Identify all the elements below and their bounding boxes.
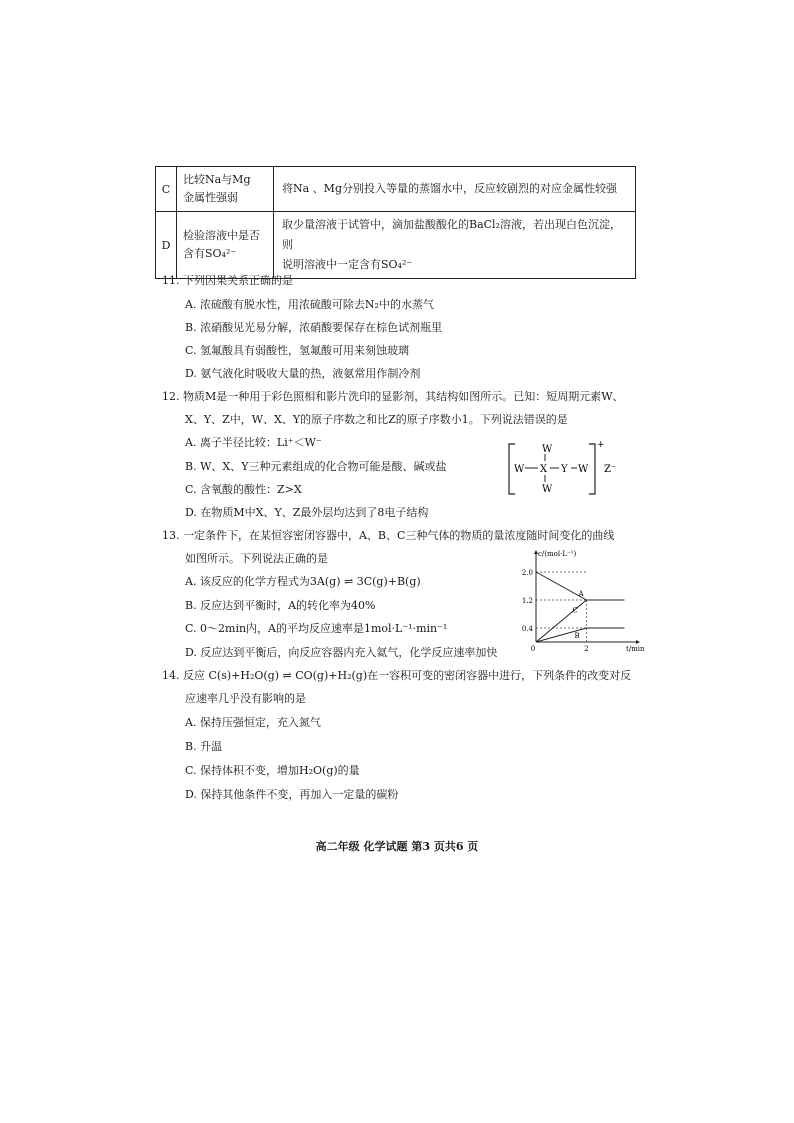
atom-y: Y (561, 464, 568, 475)
series-line-B (536, 628, 624, 642)
series-label-B: B (574, 632, 580, 640)
question-13-option-a: A. 该反应的化学方程式为3A(g) ⇌ 3C(g)+B(g) (185, 575, 421, 588)
question-12-stem: 12. 物质M是一种用于彩色照相和影片洗印的显影剂，其结构如图所示。已知：短周期元素W、 (162, 390, 624, 403)
chart-lines (536, 572, 624, 642)
chart-labels (522, 550, 645, 653)
y-tick-label: 2.0 (521, 569, 533, 577)
table-row (156, 167, 636, 212)
question-12-option-a: A. 离子半径比较：Li⁺＜W⁻ (185, 436, 322, 449)
question-12-option-b: B. W、X、Y三种元素组成的化合物可能是酸、碱或盐 (185, 460, 447, 473)
question-13-stem: 13. 一定条件下，在某恒容密闭容器中，A、B、C三种气体的物质的量浓度随时间变化的曲线 (162, 529, 615, 542)
atom-x: X (540, 464, 548, 475)
row-name-line: 金属性强弱 (183, 191, 238, 204)
experiment-table (155, 166, 636, 279)
question-14-option-c: C. 保持体积不变，增加H₂O(g)的量 (185, 764, 360, 777)
question-11-stem: 11. 下列因果关系正确的是 (162, 274, 293, 287)
cation-charge: + (597, 440, 605, 450)
question-14-option-a: A. 保持压强恒定，充入氮气 (185, 716, 321, 729)
row-name-line: 检验溶液中是否 (183, 229, 260, 242)
question-12-option-c: C. 含氧酸的酸性：Z>X (185, 483, 302, 496)
atom-w-top: W (542, 444, 553, 455)
row-description: 将Na 、Mg分别投入等量的蒸馏水中，反应较剧烈的对应金属性较强 (274, 167, 636, 212)
series-line-C (536, 600, 624, 642)
question-14-stem: 14. 反应 C(s)+H₂O(g) ⇌ CO(g)+H₂(g)在一容积可变的密闭容器中进行，下列条件的改变对反 (162, 669, 632, 682)
question-12-stem-continued: X、Y、Z中，W、X、Y的原子序数之和比Z的原子序数小1。下列说法错误的是 (185, 413, 568, 426)
row-description (274, 212, 636, 279)
y-tick-label: 1.2 (521, 597, 533, 605)
row-letter: D (156, 212, 177, 279)
row-description-line: 取少量溶液于试管中，滴加盐酸酸化的BaCl₂溶液，若出现白色沉淀，则 (282, 218, 621, 251)
right-bracket (589, 444, 595, 494)
row-name (177, 212, 274, 279)
row-letter: C (156, 167, 177, 212)
question-11-option-d: D. 氨气液化时吸收大量的热，液氨常用作制冷剂 (185, 367, 421, 380)
table-row (156, 212, 636, 279)
atom-w-right: W (578, 464, 589, 475)
question-11-option-b: B. 浓硝酸见光易分解，浓硝酸要保存在棕色试剂瓶里 (185, 321, 443, 334)
question-13-option-c: C. 0～2min内，A的平均反应速率是1mol·L⁻¹·min⁻¹ (185, 622, 448, 635)
structure-diagram (505, 440, 620, 498)
question-11-option-a: A. 浓硫酸有脱水性，用浓硫酸可除去N₂中的水蒸气 (185, 298, 434, 311)
origin-label: 0 (530, 645, 536, 653)
row-name (177, 167, 274, 212)
series-label-C: C (572, 606, 578, 615)
question-12-option-d: D. 在物质M中X、Y、Z最外层均达到了8电子结构 (185, 506, 429, 519)
row-description-line: 说明溶液中一定含有SO₄²⁻ (282, 258, 413, 271)
atom-w-left: W (514, 464, 525, 475)
question-14-option-b: B. 升温 (185, 740, 223, 753)
question-13-option-b: B. 反应达到平衡时，A的转化率为40% (185, 599, 376, 612)
question-14-stem-continued: 应速率几乎没有影响的是 (185, 692, 306, 705)
atom-w-bottom: W (542, 484, 553, 495)
y-tick-label: 0.4 (521, 625, 533, 633)
question-11-option-c: C. 氢氟酸具有弱酸性，氢氟酸可用来刻蚀玻璃 (185, 344, 410, 357)
question-13-stem-continued: 如图所示。下列说法正确的是 (185, 552, 328, 565)
anion-z: Z⁻ (604, 464, 617, 475)
x-axis-label: t/min (626, 645, 645, 653)
concentration-time-chart (510, 548, 645, 653)
row-name-line: 含有SO₄²⁻ (183, 247, 237, 260)
row-name-line: 比较Na与Mg (183, 173, 251, 186)
series-label-A: A (578, 590, 584, 598)
x-tick-label: 2 (584, 645, 589, 653)
y-axis-label: c/(mol·L⁻¹) (538, 550, 577, 558)
page-footer: 高二年级 化学试题 第3 页共6 页 (315, 840, 479, 853)
question-13-option-d: D. 反应达到平衡后，向反应容器内充入氦气，化学反应速率加快 (185, 646, 498, 659)
x-axis-arrow (636, 640, 640, 644)
question-14-option-d: D. 保持其他条件不变，再加入一定量的碳粉 (185, 788, 399, 801)
